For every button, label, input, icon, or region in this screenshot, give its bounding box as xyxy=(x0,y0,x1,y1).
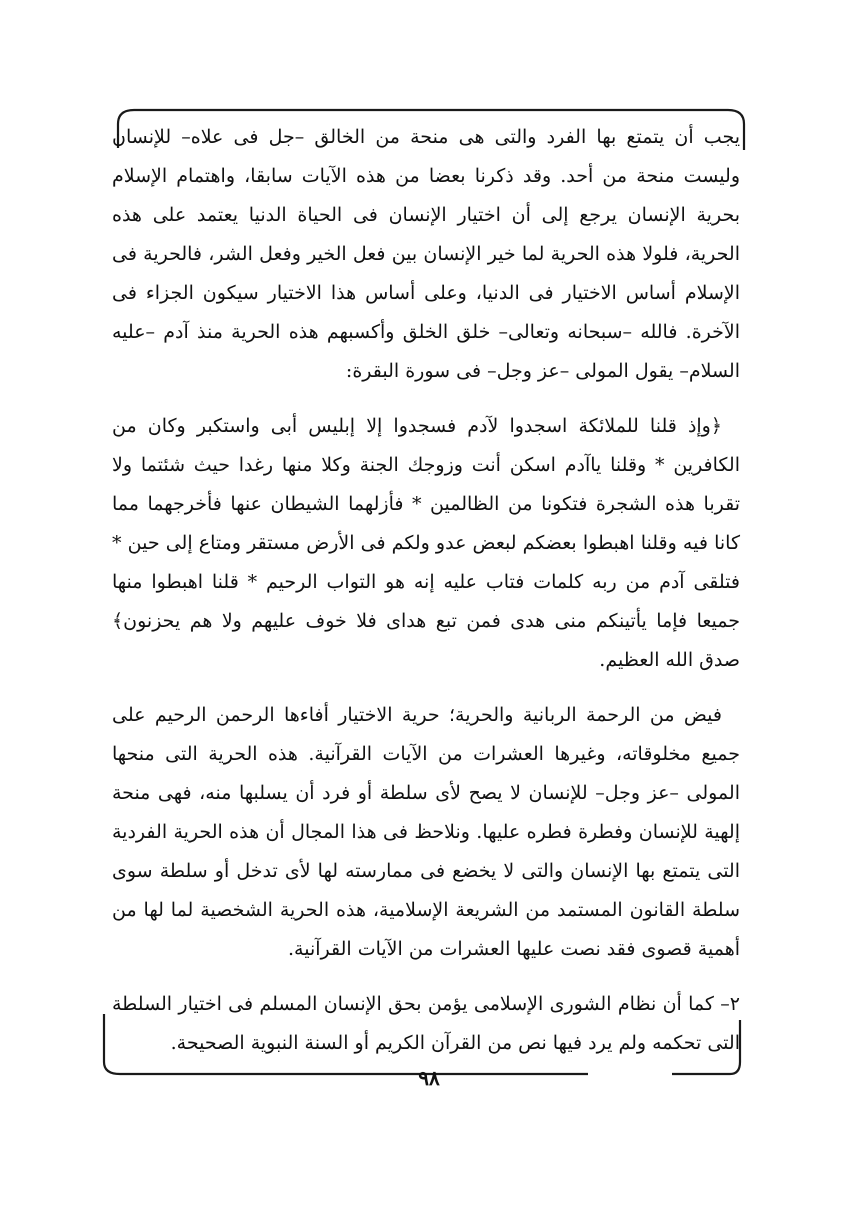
page-body xyxy=(112,118,740,1079)
paragraph-3: فيض من الرحمة الربانية والحرية؛ حرية الاختيار أفاءها الرحمن الرحيم على جميع مخلوقاته، وغيرها العشرات من الآيات القرآنية. هذه الحرية التى منحها المولى –عز وجل– للإنسان لا يصح لأى سلطة أو فرد أن يسلبها منه، فهى منحة إلهية للإنسان وفطرة فطره عليها. ونلاحظ فى هذا المجال أن هذه الحرية الفردية التى يتمتع بها الإنسان والتى لا يخضع فى ممارسته لها لأى تدخل أو سلطة سوى سلطة القانون المستمد من الشريعة الإسلامية، هذه الحرية الشخصية لما لها من أهمية قصوى فقد نصت عليها العشرات من الآيات القرآنية. xyxy=(112,704,740,960)
paragraph-1: يجب أن يتمتع بها الفرد والتى هى منحة من الخالق –جل فى علاه– للإنسان وليست منحة من أحد. وقد ذكرنا بعضا من هذه الآيات سابقا، واهتمام الإسلام بحرية الإنسان يرجع إلى أن اختيار الإنسان فى الحياة الدنيا يعتمد على هذه الحرية، فلولا هذه الحرية لما خير الإنسان بين فعل الخير وفعل الشر، فالحرية فى الإسلام أساس الاختيار فى الدنيا، وعلى أساس هذا الاختيار سيكون الجزاء فى الآخرة. فالله –سبحانه وتعالى– خلق الخلق وأكسبهم هذه الحرية منذ آدم –عليه السلام– يقول المولى –عز وجل– فى سورة البقرة: xyxy=(112,126,740,382)
page-number: ٩٨ xyxy=(418,1066,440,1090)
paragraph-quran-verse: ﴿وإذ قلنا للملائكة اسجدوا لآدم فسجدوا إلا إبليس أبى واستكبر وكان من الكافرين * وقلنا ياآدم اسكن أنت وزوجك الجنة وكلا منها رغدا حيث شئتما ولا تقربا هذه الشجرة فتكونا من الظالمين * فأزلهما الشيطان عنها فأخرجهما مما كانا فيه وقلنا اهبطوا بعضكم لبعض عدو ولكم فى الأرض مستقر ومتاع إلى حين * فتلقى آدم من ربه كلمات فتاب عليه إنه هو التواب الرحيم * قلنا اهبطوا منها جميعا فإما يأتينكم منى هدى فمن تبع هداى فلا خوف عليهم ولا هم يحزنون﴾ صدق الله العظيم. xyxy=(112,415,740,671)
paragraph-4: ٢– كما أن نظام الشورى الإسلامى يؤمن بحق الإنسان المسلم فى اختيار السلطة التى تحكمه ولم يرد فيها نص من القرآن الكريم أو السنة النبوية الصحيحة. xyxy=(112,993,740,1054)
